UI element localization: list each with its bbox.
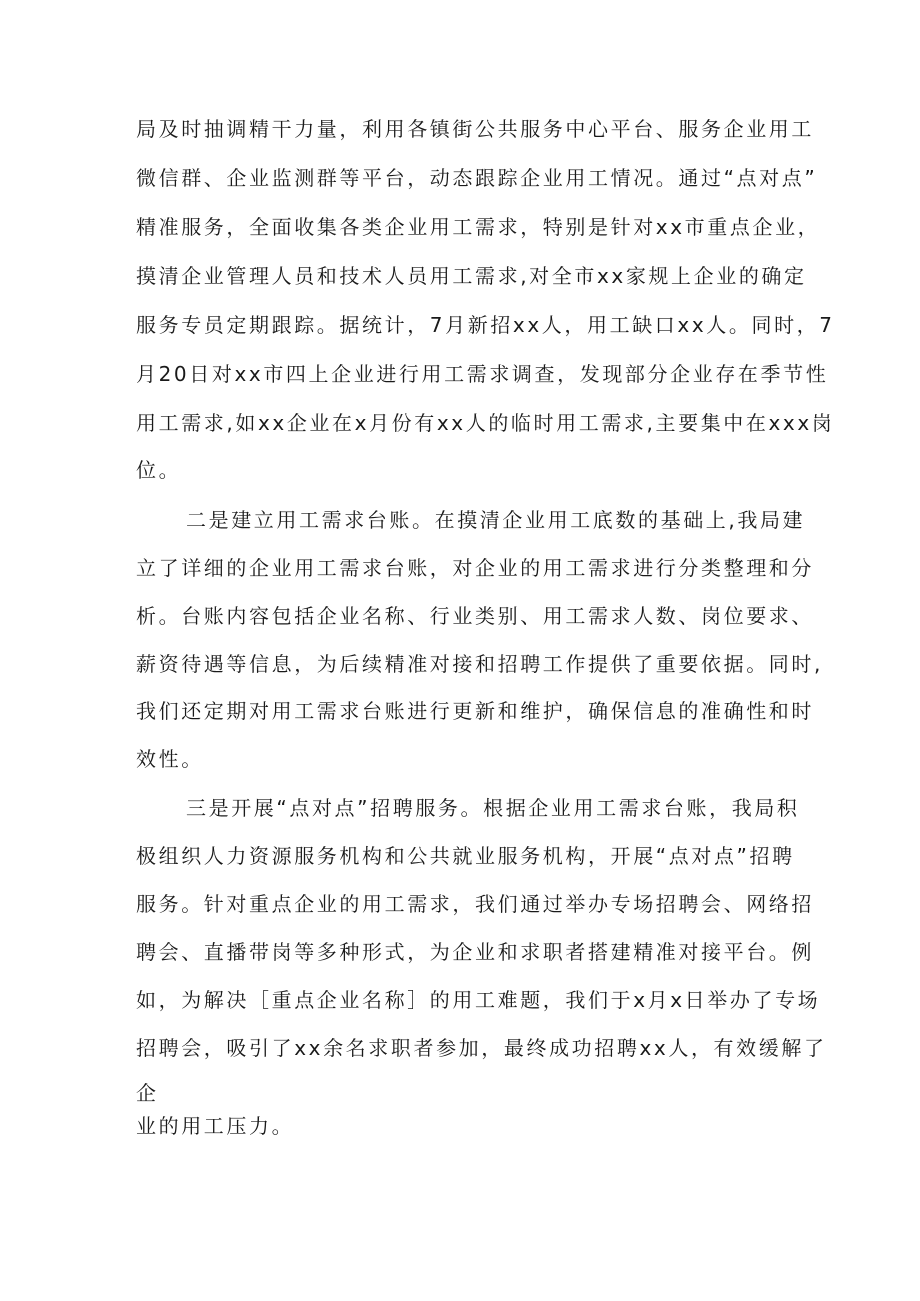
paragraph-1-line-2: 微信群、企业监测群等平台，动态跟踪企业用工情况。通过“点对点” [136, 166, 818, 190]
paragraph-3-line-3: 服务。针对重点企业的用工需求，我们通过举办专场招聘会、网络招 [136, 892, 814, 916]
paragraph-3-line-8: 业的用工压力。 [136, 1114, 295, 1138]
paragraph-1-line-3: 精准服务，全面收集各类企业用工需求，特别是针对xx市重点企业， [136, 215, 821, 239]
paragraph-2-line-1: 二是建立用工需求台账。在摸清企业用工底数的基础上,我局建 [186, 508, 806, 532]
paragraph-1-line-8: 位。 [136, 458, 182, 482]
paragraph-3-line-6: 招聘会，吸引了xx余名求职者参加，最终成功招聘xx人，有效缓解了 [136, 1036, 827, 1060]
paragraph-3-line-7: 企 [136, 1081, 159, 1105]
paragraph-3-line-2: 极组织人力资源服务机构和公共就业服务机构，开展“点对点”招聘 [136, 844, 795, 868]
paragraph-2-line-5: 我们还定期对用工需求台账进行更新和维护，确保信息的准确性和时 [136, 699, 814, 723]
paragraph-1-line-5: 服务专员定期跟踪。据统计，7月新招xx人，用工缺口xx人。同时，7 [136, 313, 835, 337]
paragraph-1-line-7: 用工需求,如xx企业在x月份有xx人的临时用工需求,主要集中在xxx岗 [136, 411, 835, 435]
paragraph-2-line-6: 效性。 [136, 747, 204, 771]
paragraph-1-line-6: 月20日对xx市四上企业进行用工需求调查，发现部分企业存在季节性 [136, 362, 829, 386]
paragraph-3-line-4: 聘会、直播带岗等多种形式，为企业和求职者搭建精准对接平台。例 [136, 940, 814, 964]
paragraph-2-line-4: 薪资待遇等信息，为后续精准对接和招聘工作提供了重要依据。同时, [136, 652, 823, 676]
paragraph-2-line-2: 立了详细的企业用工需求台账，对企业的用工需求进行分类整理和分 [136, 556, 814, 580]
paragraph-1-line-4: 摸清企业管理人员和技术人员用工需求,对全市xx家规上企业的确定 [136, 264, 807, 288]
paragraph-3-line-1: 三是开展“点对点”招聘服务。根据企业用工需求台账，我局积 [186, 796, 800, 820]
paragraph-1-line-1: 局及时抽调精干力量，利用各镇街公共服务中心平台、服务企业用工 [136, 117, 814, 141]
paragraph-2-line-3: 析。台账内容包括企业名称、行业类别、用工需求人数、岗位要求、 [136, 604, 814, 628]
paragraph-3-line-5: 如，为解决［重点企业名称］的用工难题，我们于x月x日举办了专场 [136, 988, 821, 1012]
